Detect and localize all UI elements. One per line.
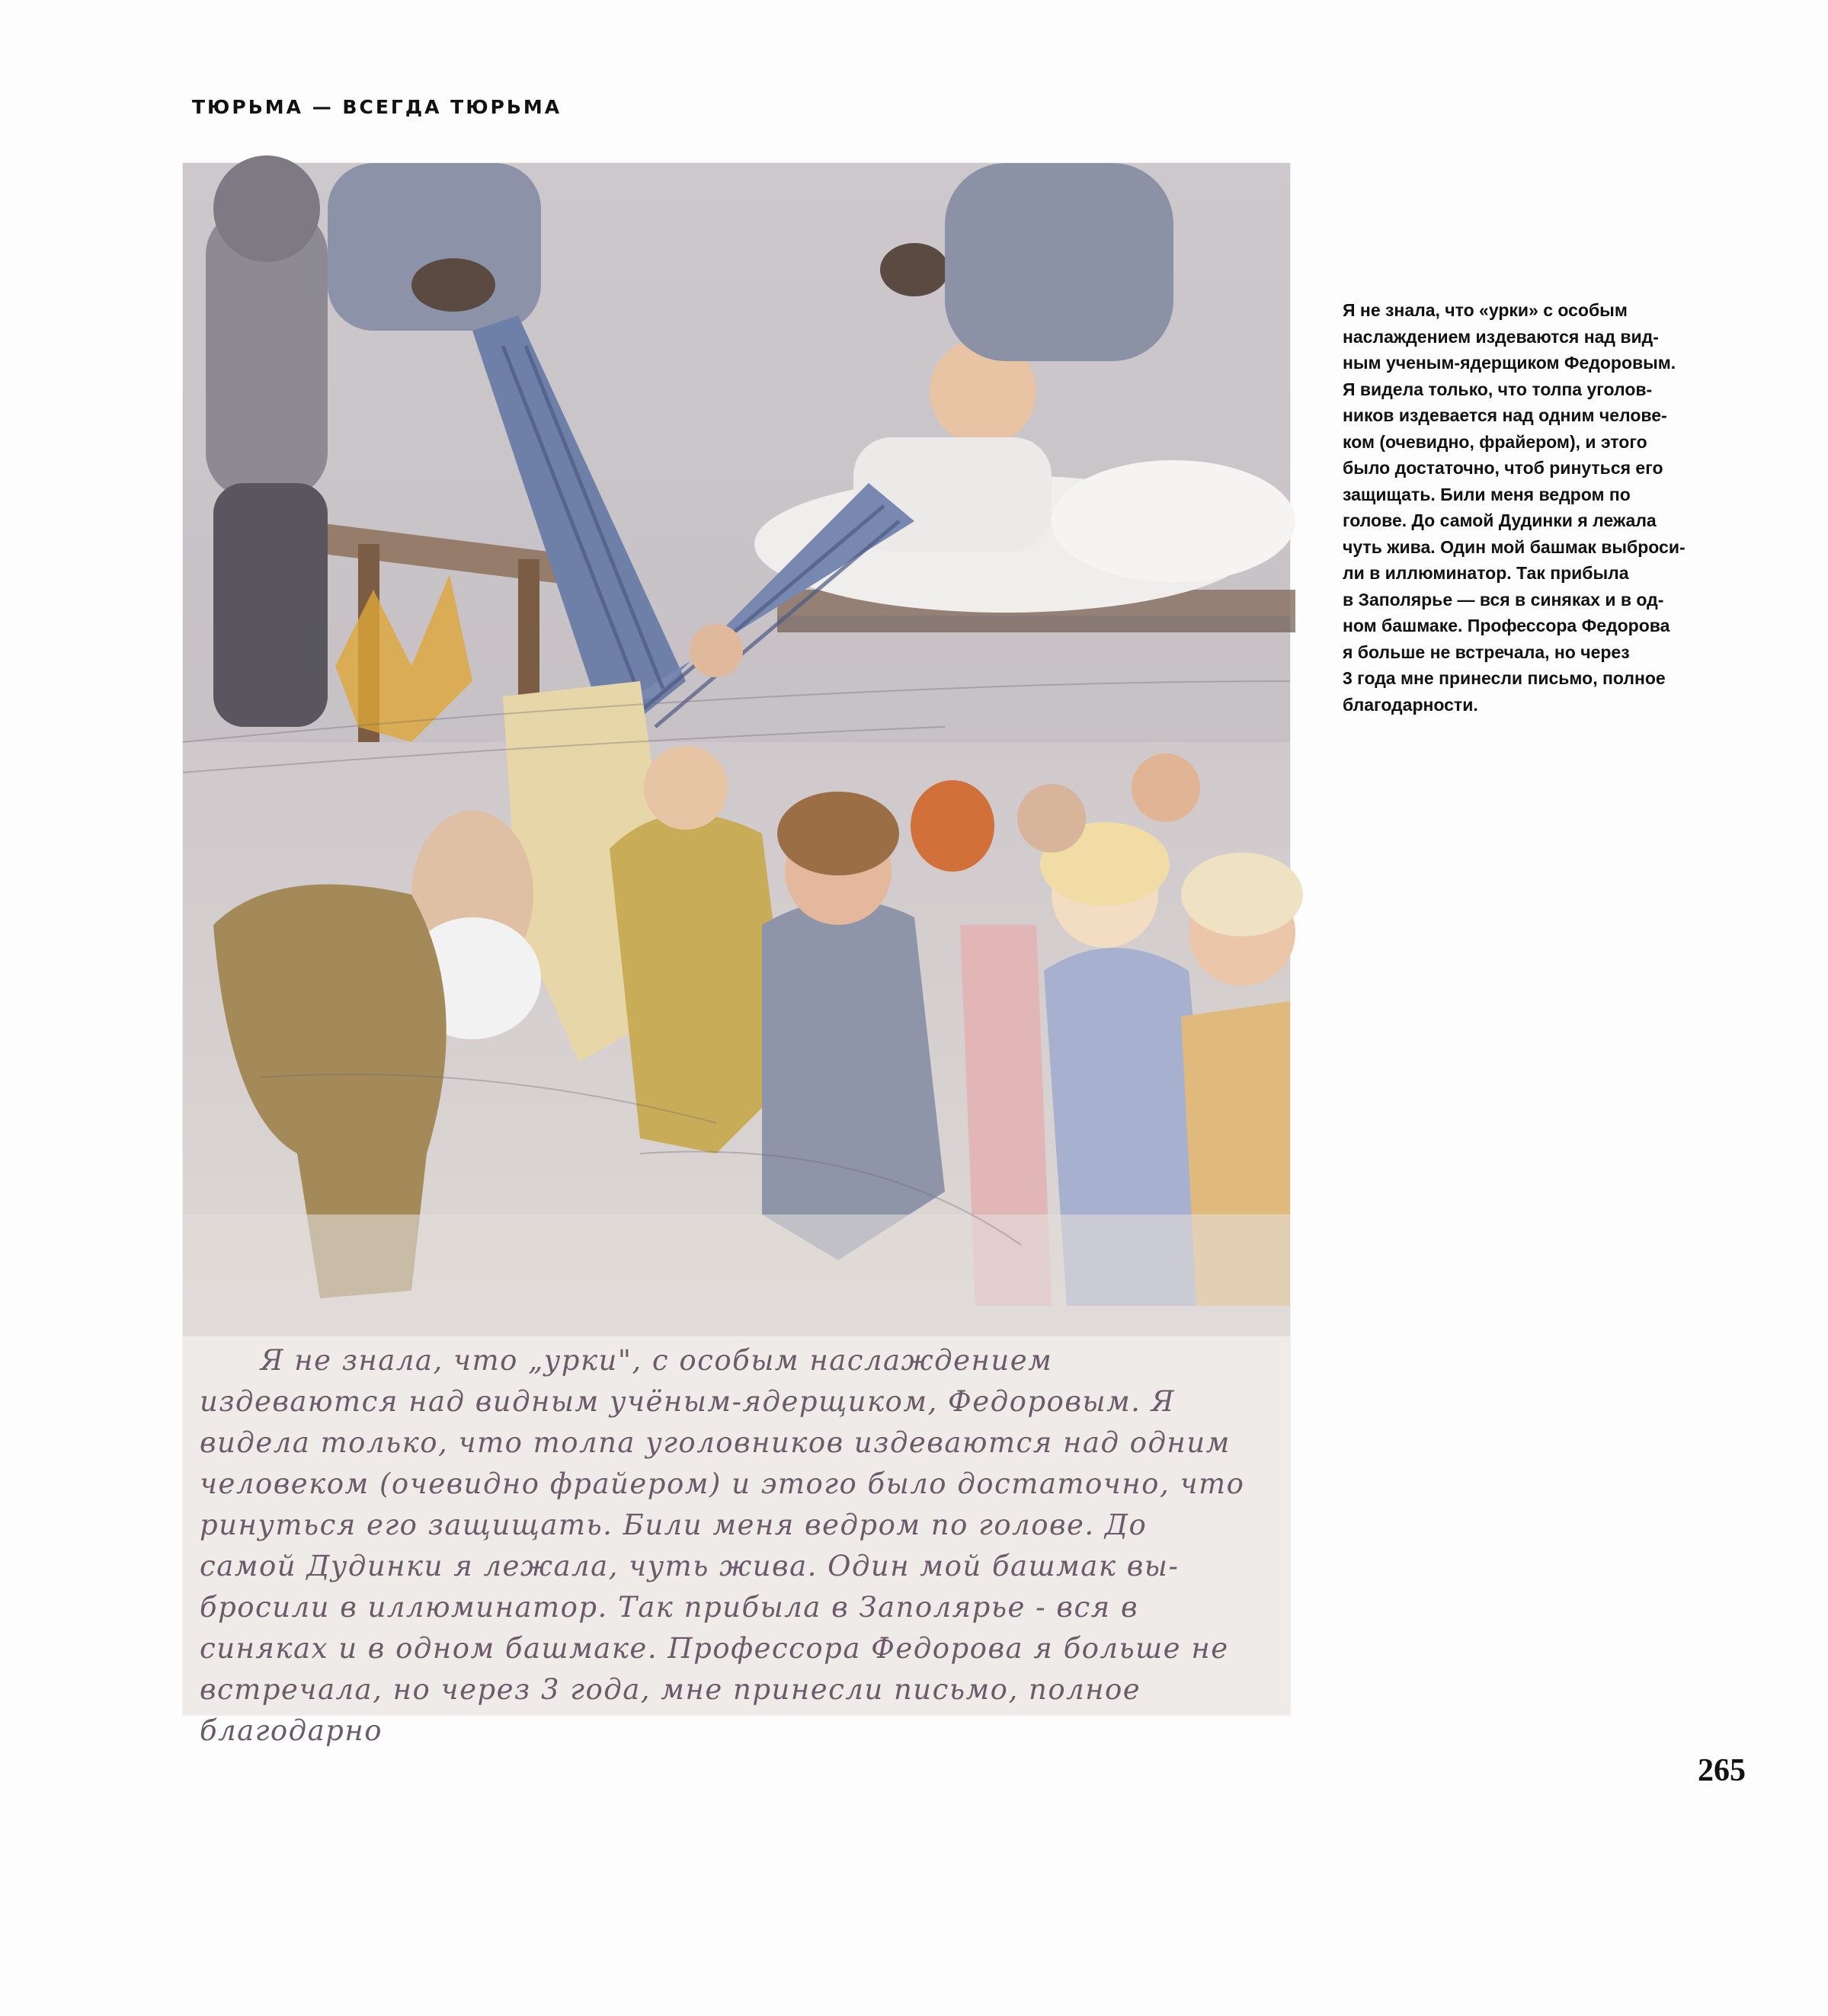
caption-line: защищать. Били меня ведром по	[1343, 484, 1631, 504]
caption-line: голове. До самой Дудинки я лежала	[1343, 510, 1657, 530]
caption-line: ком (очевидно, фрайером), и этого	[1343, 431, 1647, 452]
caption-line: было достаточно, чтоб ринуться его	[1343, 458, 1663, 478]
caption-line: 3 года мне принесли письмо, полное	[1343, 668, 1666, 688]
illustration-plate	[183, 163, 1290, 1747]
running-head: ТЮРЬМА — ВСЕГДА ТЮРЬМА	[192, 96, 562, 118]
caption-line: Я не знала, что «урки» с особым	[1343, 300, 1628, 320]
caption-text	[1343, 297, 1739, 718]
caption-line: ным ученым-ядерщиком Федоровым.	[1343, 353, 1676, 373]
caption-line: чуть жива. Один мой башмак выброси-	[1343, 536, 1686, 557]
page-number: 265	[1698, 1753, 1746, 1788]
prison-scene-drawing	[183, 163, 1290, 1336]
caption-line: Я видела только, что толпа уголов-	[1343, 379, 1653, 399]
caption-line: наслаждением издеваются над вид-	[1343, 326, 1659, 347]
caption-line: я больше не встречала, но через	[1343, 642, 1630, 662]
handwritten-note: Я не знала, что „урки", с особым наслаждением издеваются над видным учёным-ядерщиком, Федоровым. Я видела только, что толпа уголовников издеваются над одним человеком (очевидно фрайером) и этого было достаточно, что ринуться его защищать. Били меня ведром по голове. До самой Дудинки я лежала, чуть жива. Один мой башмак вы- бросили в иллюминатор. Так прибыла в Заполярье - вся в синяках и в одном башмаке. Профессора Федорова я больше не встречала, но через 3 года, мне принесли письмо, полное благодарно	[200, 1344, 1245, 1747]
caption-line: благодарности.	[1343, 694, 1478, 715]
caption-line: ли в иллюминатор. Так прибыла	[1343, 563, 1629, 583]
caption-line: ников издевается над одним челове-	[1343, 405, 1667, 425]
caption-line: ном башмаке. Профессора Федорова	[1343, 616, 1670, 635]
caption-line: в Заполярье — вся в синяках и в од-	[1343, 589, 1664, 610]
